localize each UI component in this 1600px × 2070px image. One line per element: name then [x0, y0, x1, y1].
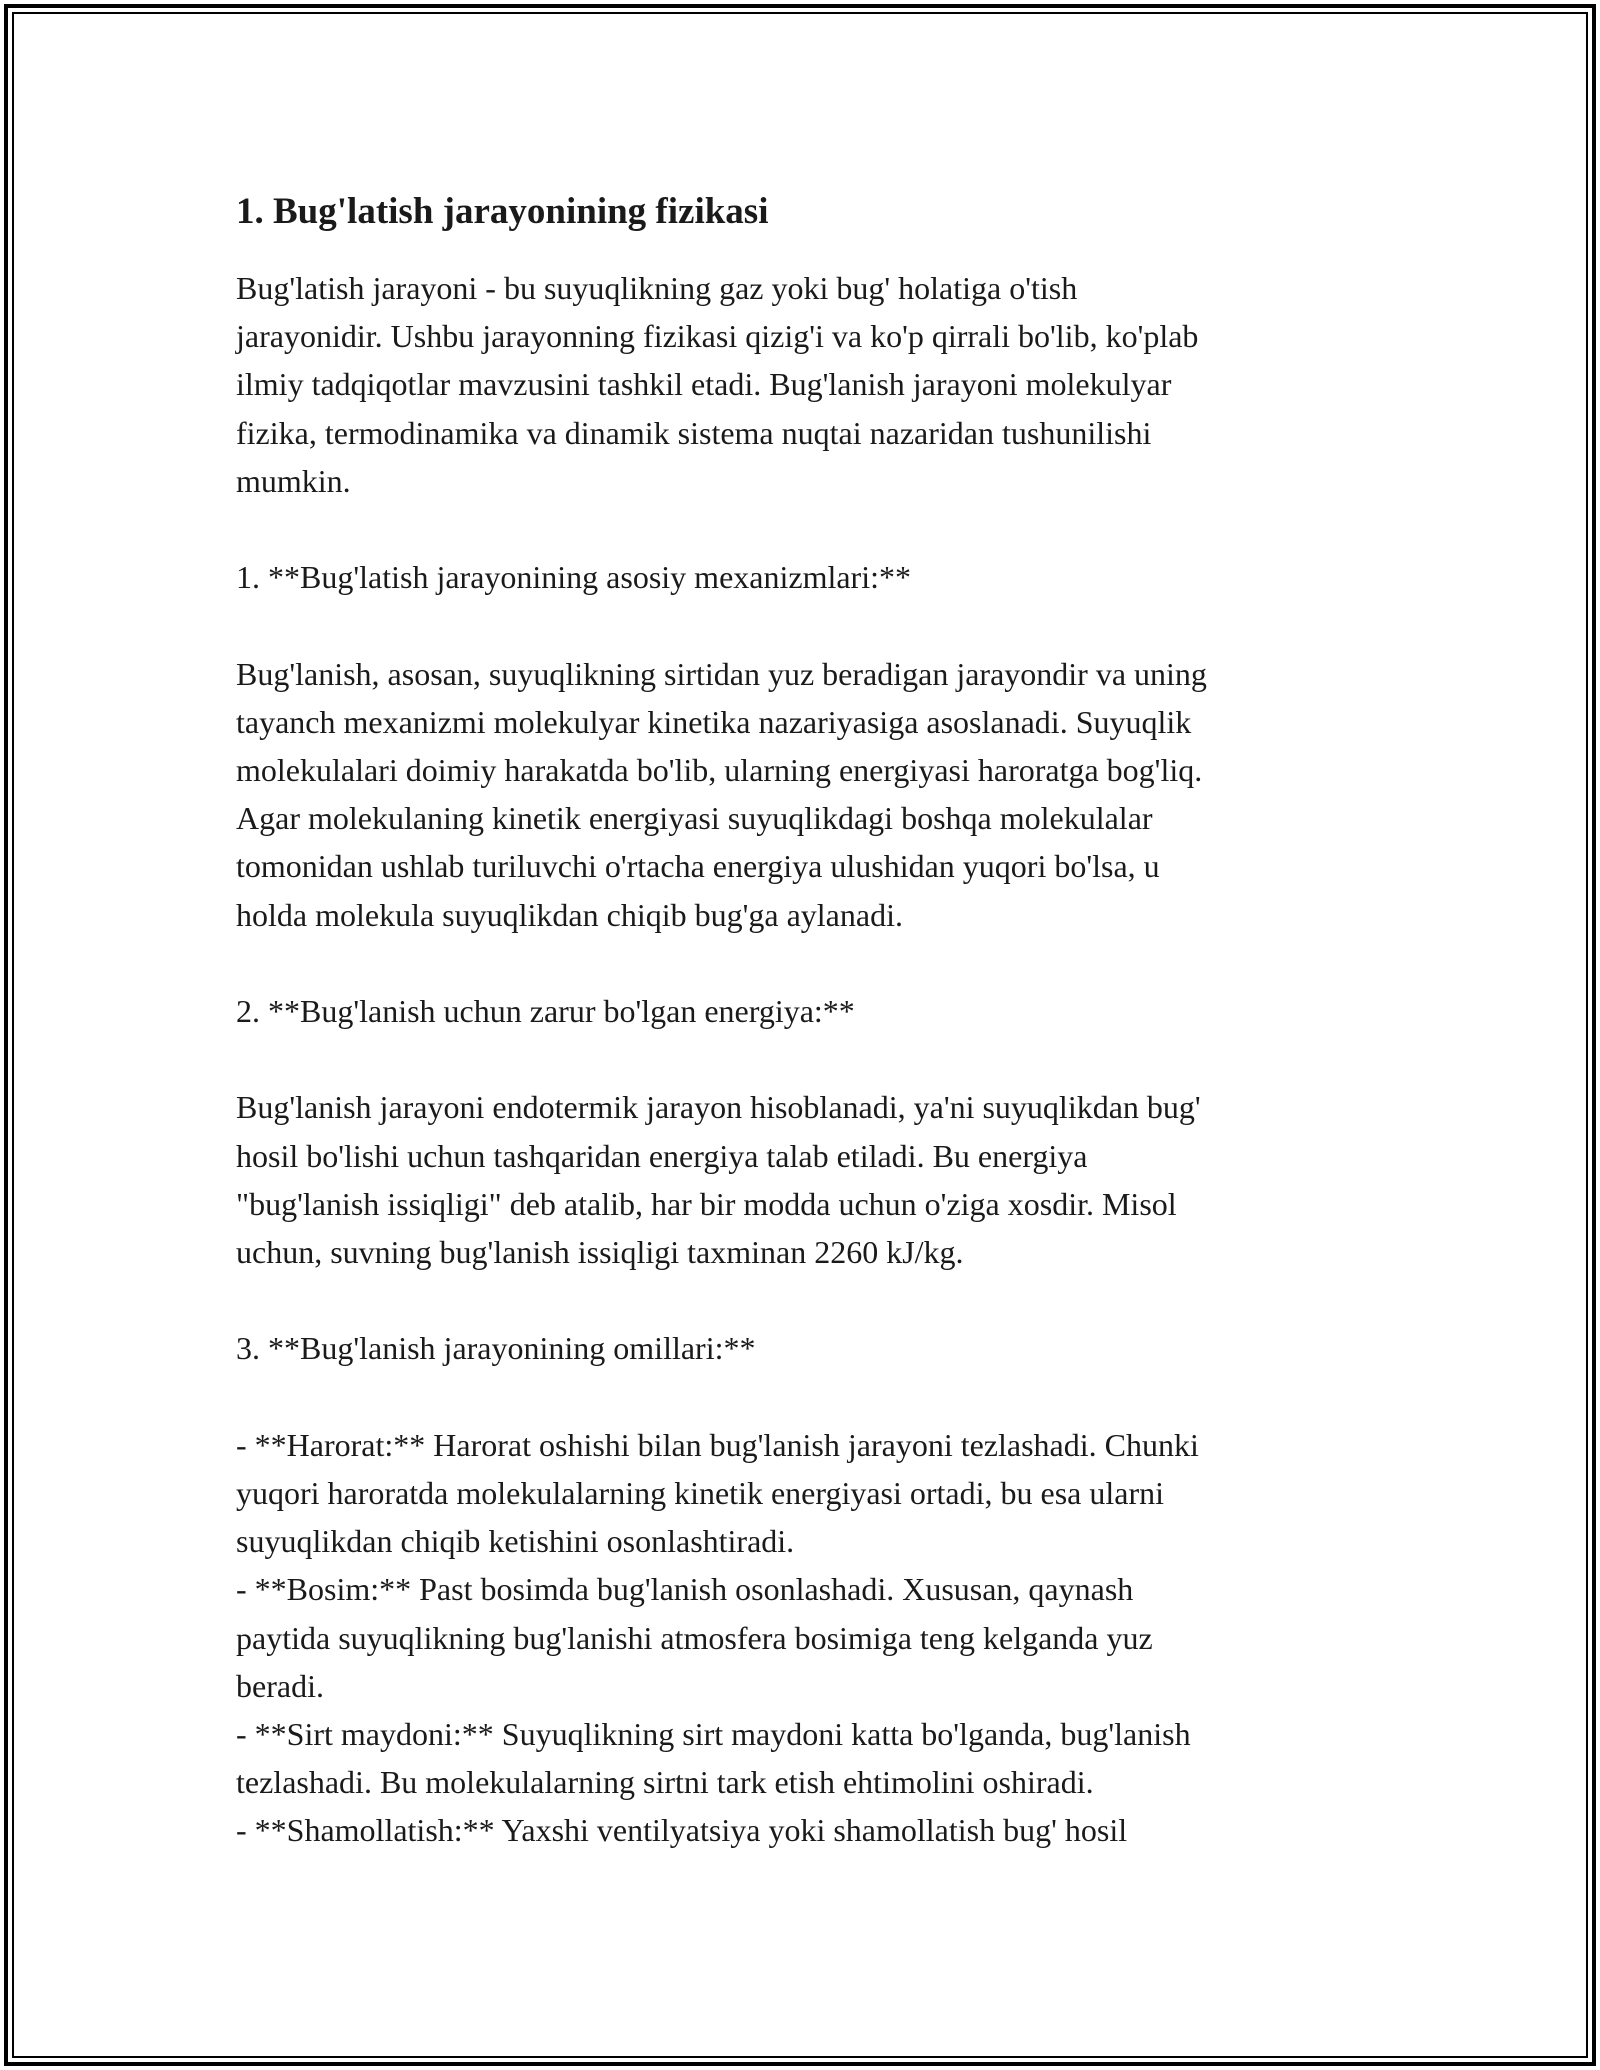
text-line: mumkin. — [236, 462, 351, 499]
document-body — [236, 188, 1376, 1855]
list-item-line: - **Bosim:** Past bosimda bug'lanish osonlashadi. Xususan, qaynash — [236, 1571, 1134, 1608]
list-item-line: - **Harorat:** Harorat oshishi bilan bug'lanish jarayoni tezlashadi. Chunki — [236, 1426, 1199, 1463]
list-item-line: paytida suyuqlikning bug'lanishi atmosfera bosimiga teng kelganda yuz — [236, 1619, 1153, 1656]
text-line: Bug'latish jarayoni - bu suyuqlikning gaz yoki bug' holatiga o'tish — [236, 270, 1078, 306]
text-line: tayanch mexanizmi molekulyar kinetika nazariyasiga asoslanadi. Suyuqlik — [236, 703, 1192, 740]
list-item-line: suyuqlikdan chiqib ketishini osonlashtiradi. — [236, 1523, 795, 1560]
section-heading-2: 2. **Bug'lanish uchun zarur bo'lgan energiya:** — [236, 993, 855, 1029]
section-2-paragraph — [236, 1083, 1376, 1276]
factors-list — [236, 1421, 1376, 1855]
list-item-line: beradi. — [236, 1667, 324, 1704]
text-line: tomonidan ushlab turiluvchi o'rtacha energiya ulushidan yuqori bo'lsa, u — [236, 848, 1160, 885]
text-line: molekulalari doimiy harakatda bo'lib, ularning energiyasi haroratga bog'liq. — [236, 752, 1203, 788]
list-item-line: - **Sirt maydoni:** Suyuqlikning sirt maydoni katta bo'lganda, bug'lanish — [236, 1716, 1191, 1752]
text-line: "bug'lanish issiqligi" deb atalib, har bir modda uchun o'ziga xosdir. Misol — [236, 1185, 1177, 1222]
text-line: fizika, termodinamika va dinamik sistema nuqtai nazaridan tushunilishi — [236, 414, 1152, 451]
intro-paragraph — [236, 264, 1376, 505]
text-line: jarayonidir. Ushbu jarayonning fizikasi qizig'i va ko'p qirrali bo'lib, ko'plab — [236, 318, 1199, 355]
text-line: hosil bo'lishi uchun tashqaridan energiya talab etiladi. Bu energiya — [236, 1137, 1088, 1174]
text-line: holda molekula suyuqlikdan chiqib bug'ga aylanadi. — [236, 896, 903, 933]
text-line: Bug'lanish jarayoni endotermik jarayon hisoblanadi, ya'ni suyuqlikdan bug' — [236, 1089, 1201, 1126]
text-line: Agar molekulaning kinetik energiyasi suyuqlikdagi boshqa molekulalar — [236, 800, 1153, 837]
text-line: uchun, suvning bug'lanish issiqligi taxminan 2260 kJ/kg. — [236, 1234, 964, 1270]
text-line: Bug'lanish, asosan, suyuqlikning sirtidan yuz beradigan jarayondir va uning — [236, 655, 1207, 692]
list-item-line: yuqori haroratda molekulalarning kinetik energiyasi ortadi, bu esa ularni — [236, 1474, 1165, 1511]
list-item-line: - **Shamollatish:** Yaxshi ventilyatsiya yoki shamollatish bug' hosil — [236, 1812, 1128, 1849]
section-heading-1: 1. **Bug'latish jarayonining asosiy mexanizmlari:** — [236, 559, 911, 596]
section-1-paragraph — [236, 650, 1376, 939]
document-title: 1. Bug'latish jarayonining fizikasi — [236, 191, 769, 232]
text-line: ilmiy tadqiqotlar mavzusini tashkil etadi. Bug'lanish jarayoni molekulyar — [236, 366, 1172, 403]
section-heading-3: 3. **Bug'lanish jarayonining omillari:** — [236, 1330, 756, 1367]
list-item-line: tezlashadi. Bu molekulalarning sirtni tark etish ehtimolini oshiradi. — [236, 1764, 1094, 1801]
